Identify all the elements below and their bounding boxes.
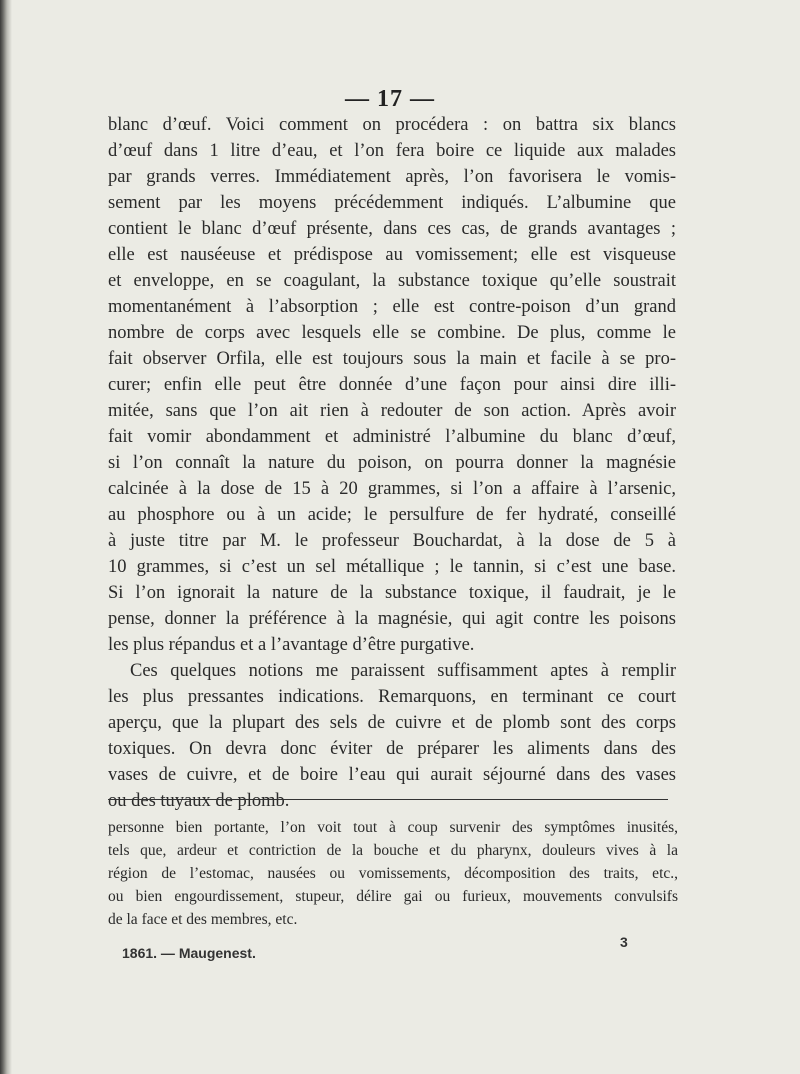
page-number: — 17 — bbox=[345, 86, 435, 112]
paragraph-end-line: ou des tuyaux de plomb. bbox=[108, 791, 290, 811]
text-line: momentanément à l’absorption ; elle est contre-poison d’un grand bbox=[108, 297, 676, 317]
printer-signature: 1861. — Maugenest. bbox=[122, 945, 256, 961]
text-line: fait observer Orfila, elle est toujours sous la main et facile à se pro- bbox=[108, 349, 676, 369]
text-line: fait vomir abondamment et administré l’albumine du blanc d’œuf, bbox=[108, 427, 676, 447]
text-line: au phosphore ou à un acide; le persulfure de fer hydraté, conseillé bbox=[108, 505, 676, 525]
paragraph-end-line: les plus répandus et a l’avantage d’être purgative. bbox=[108, 635, 475, 655]
binding-edge bbox=[0, 0, 12, 1074]
text-line: Si l’on ignorait la nature de la substance toxique, il faudrait, je le bbox=[108, 583, 676, 603]
text-line: aperçu, que la plupart des sels de cuivre et de plomb sont des corps bbox=[108, 713, 676, 733]
text-line: d’œuf dans 1 litre d’eau, et l’on fera boire ce liquide aux malades bbox=[108, 141, 676, 161]
footnote bbox=[108, 816, 678, 931]
text-line: pense, donner la préférence à la magnésie, qui agit contre les poisons bbox=[108, 609, 676, 629]
sheet-signature-number: 3 bbox=[620, 934, 628, 950]
text-line: mitée, sans que l’on ait rien à redouter de son action. Après avoir bbox=[108, 401, 676, 421]
text-line: par grands verres. Immédiatement après, l’on favorisera le vomis- bbox=[108, 167, 676, 187]
footnote-line: tels que, ardeur et contriction de la bouche et du pharynx, douleurs vives à la bbox=[108, 842, 678, 859]
text-line: elle est nauséeuse et prédispose au vomissement; elle est visqueuse bbox=[108, 245, 676, 265]
text-line: vases de cuivre, et de boire l’eau qui aurait séjourné dans des vases bbox=[108, 765, 676, 785]
text-line: si l’on connaît la nature du poison, on pourra donner la magnésie bbox=[108, 453, 676, 473]
footnote-line: région de l’estomac, nausées ou vomissements, décomposition des traits, etc., bbox=[108, 865, 678, 882]
text-line: à juste titre par M. le professeur Bouchardat, à la dose de 5 à bbox=[108, 531, 676, 551]
text-line: blanc d’œuf. Voici comment on procédera : on battra six blancs bbox=[108, 115, 676, 135]
text-line: calcinée à la dose de 15 à 20 grammes, si l’on a affaire à l’arsenic, bbox=[108, 479, 676, 499]
text-line: nombre de corps avec lesquels elle se combine. De plus, comme le bbox=[108, 323, 676, 343]
text-line: les plus pressantes indications. Remarquons, en terminant ce court bbox=[108, 687, 676, 707]
text-line: curer; enfin elle peut être donnée d’une façon pour ainsi dire illi- bbox=[108, 375, 676, 395]
footnote-divider bbox=[108, 799, 668, 800]
footnote-line: ou bien engourdissement, stupeur, délire gai ou furieux, mouvements convulsifs bbox=[108, 888, 678, 905]
text-line: 10 grammes, si c’est un sel métallique ; le tannin, si c’est une base. bbox=[108, 557, 676, 577]
body-text bbox=[108, 112, 676, 814]
text-line: contient le blanc d’œuf présente, dans ces cas, de grands avantages ; bbox=[108, 219, 676, 239]
text-line: et enveloppe, en se coagulant, la substance toxique qu’elle soustrait bbox=[108, 271, 676, 291]
footnote-line: de la face et des membres, etc. bbox=[108, 911, 298, 928]
paragraph-start-line: Ces quelques notions me paraissent suffisamment aptes à remplir bbox=[130, 661, 676, 681]
footnote-line: personne bien portante, l’on voit tout à coup survenir des symptômes inusités, bbox=[108, 819, 678, 836]
text-line: toxiques. On devra donc éviter de préparer les aliments dans des bbox=[108, 739, 676, 759]
text-line: sement par les moyens précédemment indiqués. L’albumine que bbox=[108, 193, 676, 213]
